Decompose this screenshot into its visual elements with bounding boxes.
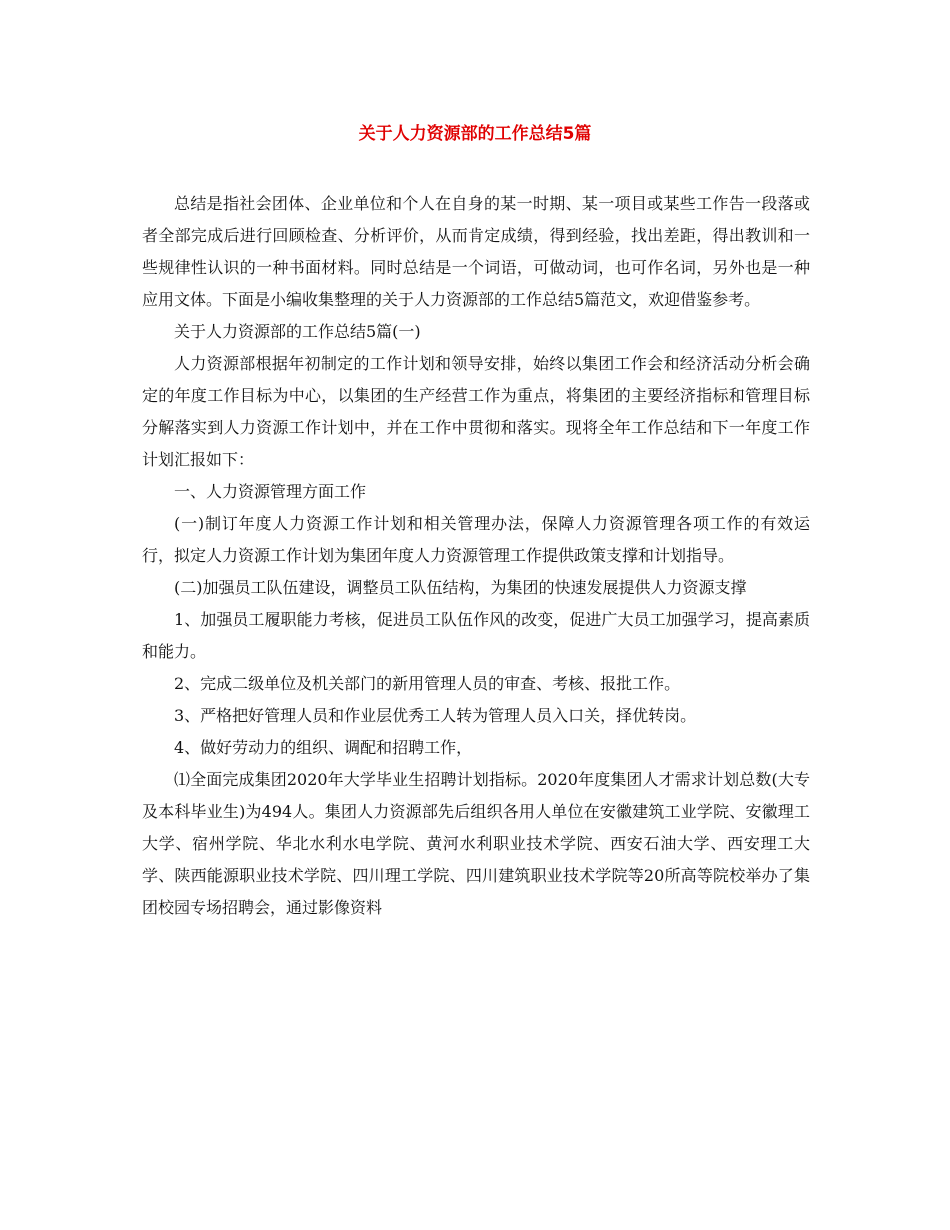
paragraph-section-heading: 关于人力资源部的工作总结5篇(一) — [174, 322, 421, 341]
paragraph: 人力资源部根据年初制定的工作计划和领导安排，始终以集团工作会和经济活动分析会确定的年度工作目标为中心，以集团的生产经营工作为重点，将集团的主要经济指标和管理目标分解落实到人力资源工作计划中，并在工作中贯彻和落实。现将全年工作总结和下一年度工作计划汇报如下： — [142, 354, 810, 469]
paragraph-list-item: 3、严格把好管理人员和作业层优秀工人转为管理人员入口关，择优转岗。 — [174, 706, 697, 725]
paragraph: (二)加强员工队伍建设，调整员工队伍结构，为集团的快速发展提供人力资源支撑 — [174, 578, 747, 597]
paragraph-list-item: 2、完成二级单位及机关部门的新用管理人员的审查、考核、报批工作。 — [174, 674, 681, 693]
paragraph-list-item: 1、加强员工履职能力考核，促进员工队伍作风的改变，促进广大员工加强学习，提高素质和能力。 — [142, 610, 810, 661]
paragraph: (一)制订年度人力资源工作计划和相关管理办法，保障人力资源管理各项工作的有效运行，拟定人力资源工作计划为集团年度人力资源管理工作提供政策支撑和计划指导。 — [142, 514, 810, 565]
paragraph-heading-1: 一、人力资源管理方面工作 — [174, 482, 367, 501]
document-body — [142, 188, 810, 924]
document-title: 关于人力资源部的工作总结5篇 — [358, 124, 592, 144]
paragraph-intro: 总结是指社会团体、企业单位和个人在自身的某一时期、某一项目或某些工作告一段落或者全部完成后进行回顾检查、分析评价，从而肯定成绩，得到经验，找出差距，得出教训和一些规律性认识的一种书面材料。同时总结是一个词语，可做动词，也可作名词，另外也是一种应用文体。下面是小编收集整理的关于人力资源部的工作总结5篇范文，欢迎借鉴参考。 — [142, 194, 810, 309]
paragraph: ⑴全面完成集团2020年大学毕业生招聘计划指标。2020年度集团人才需求计划总数(大专及本科毕业生)为494人。集团人力资源部先后组织各用人单位在安徽建筑工业学院、安徽理工大学、宿州学院、华北水利水电学院、黄河水利职业技术学院、西安石油大学、西安理工大学、陕西能源职业技术学院、四川理工学院、四川建筑职业技术学院等20所高等院校举办了集团校园专场招聘会，通过影像资料 — [142, 770, 810, 917]
paragraph-list-item: 4、做好劳动力的组织、调配和招聘工作， — [174, 738, 473, 757]
